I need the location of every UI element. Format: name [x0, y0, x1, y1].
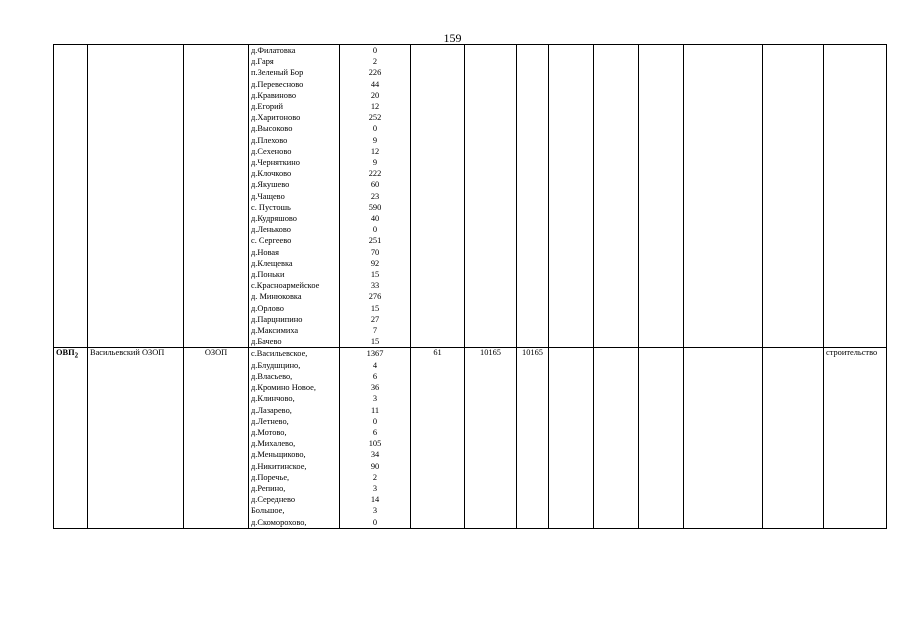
settlement-name: д.Середнево [251, 495, 296, 505]
settlement-name: д.Меньщиково, [251, 450, 306, 460]
settlement-name: д.Парцнипино [251, 314, 303, 324]
settlement-name: д.Летнево, [251, 416, 289, 426]
settlement-name: д.Филатовка [251, 46, 296, 55]
settlement-name: д.Репино, [251, 483, 286, 493]
settlement-name: д.Поречье, [251, 472, 290, 482]
settlement-population: 27 [370, 314, 380, 324]
settlement-population: 34 [370, 450, 380, 460]
data-table [53, 44, 887, 529]
settlement-population: 0 [372, 416, 378, 426]
settlement-name: с.Васильевское, [251, 349, 308, 359]
settlement-population: 3 [372, 483, 378, 493]
cell-settlements [249, 45, 340, 348]
settlement-name: д.Клещевка [251, 258, 293, 268]
settlement-name: д.Гаря [251, 57, 274, 67]
cell-col-c: 10165 [517, 348, 549, 528]
settlement-population: 92 [370, 258, 380, 268]
settlement-name: Большое, [251, 506, 285, 516]
settlement-population: 15 [370, 270, 380, 280]
settlement-name: д.Михалево, [251, 439, 296, 449]
settlement-population: 2 [372, 472, 378, 482]
settlement-population: 12 [370, 102, 380, 112]
settlement-population: 44 [370, 79, 380, 89]
settlement-population: 23 [370, 191, 380, 201]
settlement-name: д.Перевесново [251, 79, 304, 89]
settlement-population: 3 [372, 506, 378, 516]
settlement-name: д.Кромино Новое, [251, 383, 316, 393]
cell-code [54, 348, 88, 528]
settlement-population: 3 [372, 394, 378, 404]
settlement-population: 252 [368, 113, 382, 123]
settlement-name: д.Блудшцино, [251, 360, 301, 370]
settlement-name: с. Пустошь [251, 202, 291, 212]
settlement-population: 36 [370, 383, 380, 393]
cell-col-a: 61 [411, 348, 465, 528]
settlement-name: д.Леньково [251, 225, 291, 235]
settlement-name: д.Клинчово, [251, 394, 295, 404]
settlement-name: д.Черняткино [251, 158, 300, 168]
cell-name [88, 45, 184, 348]
settlement-name: д.Якушево [251, 180, 290, 190]
settlement-name: д.Чащево [251, 191, 285, 201]
settlement-population: 70 [370, 247, 380, 257]
settlement-population: 590 [368, 202, 382, 212]
settlement-population: 226 [368, 68, 382, 78]
settlement-name: д.Мотово, [251, 427, 287, 437]
settlement-population: 7 [372, 326, 378, 336]
settlement-population: 11 [370, 405, 380, 415]
table-row [54, 45, 887, 348]
settlement-population: 2 [372, 57, 378, 67]
settlement-population: 1367 [366, 349, 384, 359]
settlement-name: д.Егорий [251, 102, 284, 112]
settlement-name: д. Минюковка [251, 292, 302, 302]
settlement-name: д.Харитоново [251, 113, 301, 123]
settlement-name: д.Орлово [251, 303, 284, 313]
settlement-population: 20 [370, 90, 380, 100]
cell-type [184, 45, 249, 348]
settlement-population: 105 [368, 439, 382, 449]
settlement-population: 12 [370, 146, 380, 156]
settlement-population: 60 [370, 180, 380, 190]
table-row [54, 348, 887, 528]
settlement-population: 0 [372, 46, 378, 55]
code-main: ОВП [56, 348, 75, 358]
settlement-name: д.Клочково [251, 169, 292, 179]
cell-settlements [249, 348, 340, 528]
settlement-name: д.Новая [251, 247, 280, 257]
settlement-name: д.Власьево, [251, 371, 293, 381]
settlement-name: д.Кравиново [251, 90, 297, 100]
settlement-population: 90 [370, 461, 380, 471]
settlement-name: с.Красноармейское [251, 281, 320, 291]
cell-code [54, 45, 88, 348]
settlement-name: с. Сергеево [251, 236, 292, 246]
settlement-population: 0 [372, 124, 378, 134]
cell-population [340, 45, 411, 348]
cell-action: строительство [824, 348, 887, 528]
settlement-population: 6 [372, 371, 378, 381]
settlement-name: д.Скоморохово, [251, 517, 307, 527]
cell-population [340, 348, 411, 528]
settlement-population: 251 [368, 236, 382, 246]
settlement-population: 6 [372, 427, 378, 437]
settlement-population: 0 [372, 517, 378, 527]
settlement-population: 15 [370, 337, 380, 347]
settlement-name: д.Максимиха [251, 326, 299, 336]
settlement-population: 0 [372, 225, 378, 235]
settlement-population: 14 [370, 495, 380, 505]
cell-type: ОЗОП [184, 348, 249, 528]
settlement-name: д.Лазарево, [251, 405, 292, 415]
page-number: 159 [443, 31, 462, 45]
settlement-population: 222 [368, 169, 382, 179]
settlement-name: д.Поньки [251, 270, 285, 280]
cell-name: Васильевский ОЗОП [88, 348, 184, 528]
settlement-name: п.Зеленый Бор [251, 68, 304, 78]
settlement-population: 40 [370, 214, 380, 224]
code-sub: 2 [74, 352, 79, 361]
settlement-population: 15 [370, 303, 380, 313]
cell-col-b: 10165 [465, 348, 517, 528]
settlement-population: 33 [370, 281, 380, 291]
settlement-population: 276 [368, 292, 382, 302]
settlement-population: 9 [372, 135, 378, 145]
settlement-name: д.Высоково [251, 124, 293, 134]
settlement-population: 9 [372, 158, 378, 168]
settlement-population: 4 [372, 360, 378, 370]
settlement-name: д.Плехово [251, 135, 288, 145]
settlement-name: д.Кудряшово [251, 214, 297, 224]
settlement-name: д.Бачево [251, 337, 282, 347]
settlement-name: д.Сеxенoво [251, 146, 292, 156]
settlement-name: д.Никитинское, [251, 461, 307, 471]
